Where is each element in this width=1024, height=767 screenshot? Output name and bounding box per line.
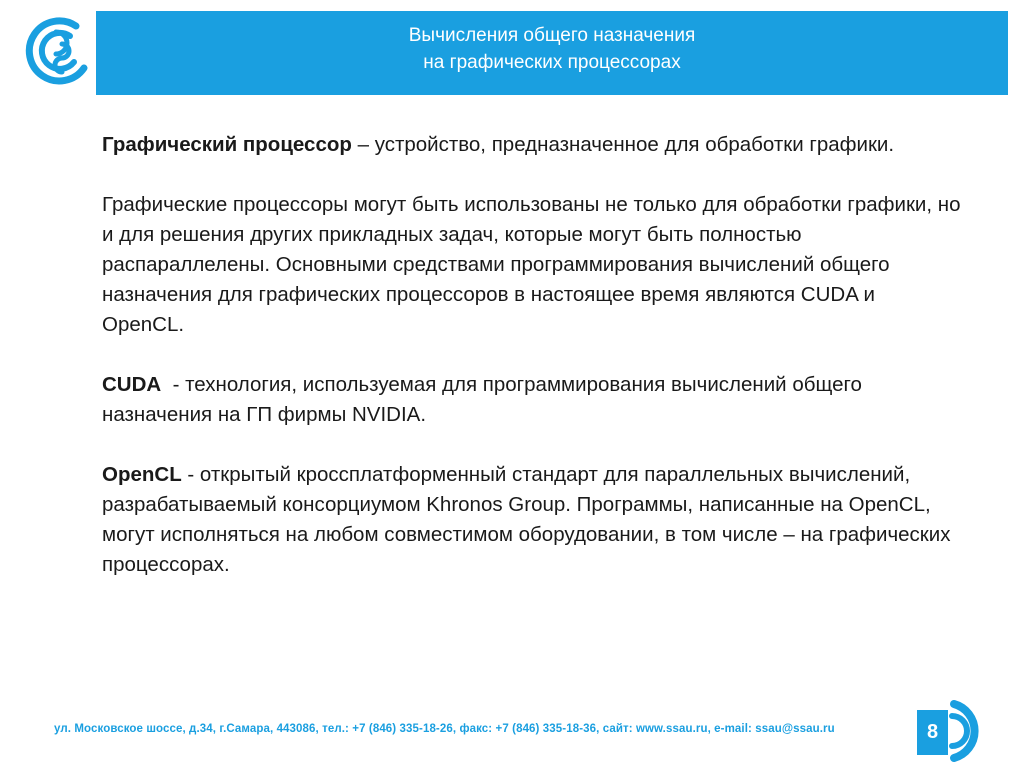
- slide-header: [0, 0, 1024, 96]
- ssau-logo-icon: [24, 14, 100, 90]
- slide-body: [102, 130, 962, 610]
- slide-title-line1: Вычисления общего назначения: [408, 25, 696, 46]
- page-number: 8: [917, 710, 948, 755]
- paragraph-opencl: [102, 460, 962, 580]
- gpu-definition-text: – устройство, предназначенное для обработки графики.: [351, 133, 895, 156]
- slide-title: [96, 22, 1008, 76]
- term-gpu: Графический процессор: [102, 133, 352, 156]
- footer-contact-info: ул. Московское шоссе, д.34, г.Самара, 443086, тел.: +7 (846) 335-18-26, факс: +7 (846) 335-18-36, сайт: www.ssau.ru, e-mail: ssau@ssau.ru: [54, 723, 835, 735]
- paragraph-cuda: [102, 370, 962, 430]
- cuda-definition-text: - технология, используемая для программирования вычислений общего назначения на ГП фирмы NVIDIA.: [102, 373, 868, 426]
- paragraph-gpu-usage: Графические процессоры могут быть использованы не только для обработки графики, но и для решения других прикладных задач, которые могут быть полностью распараллелены. Основными средствами программирования вычислений общего назначения для графических процессоров в настоящее время являются CUDA и OpenCL.: [102, 193, 961, 336]
- paragraph-gpu-definition: [102, 130, 962, 160]
- slide-title-line2: на графических процессорах: [423, 52, 681, 73]
- term-opencl: OpenCL: [102, 463, 182, 486]
- term-cuda: CUDA: [102, 373, 162, 396]
- ssau-footer-logo-icon: [944, 698, 1014, 764]
- opencl-definition-text: - открытый кроссплатформенный стандарт для параллельных вычислений, разрабатываемый консорциумом Khronos Group. Программы, написанные на OpenCL, могут исполняться на любом совместимом оборудовании, в том числе – на графических процессорах.: [102, 463, 951, 576]
